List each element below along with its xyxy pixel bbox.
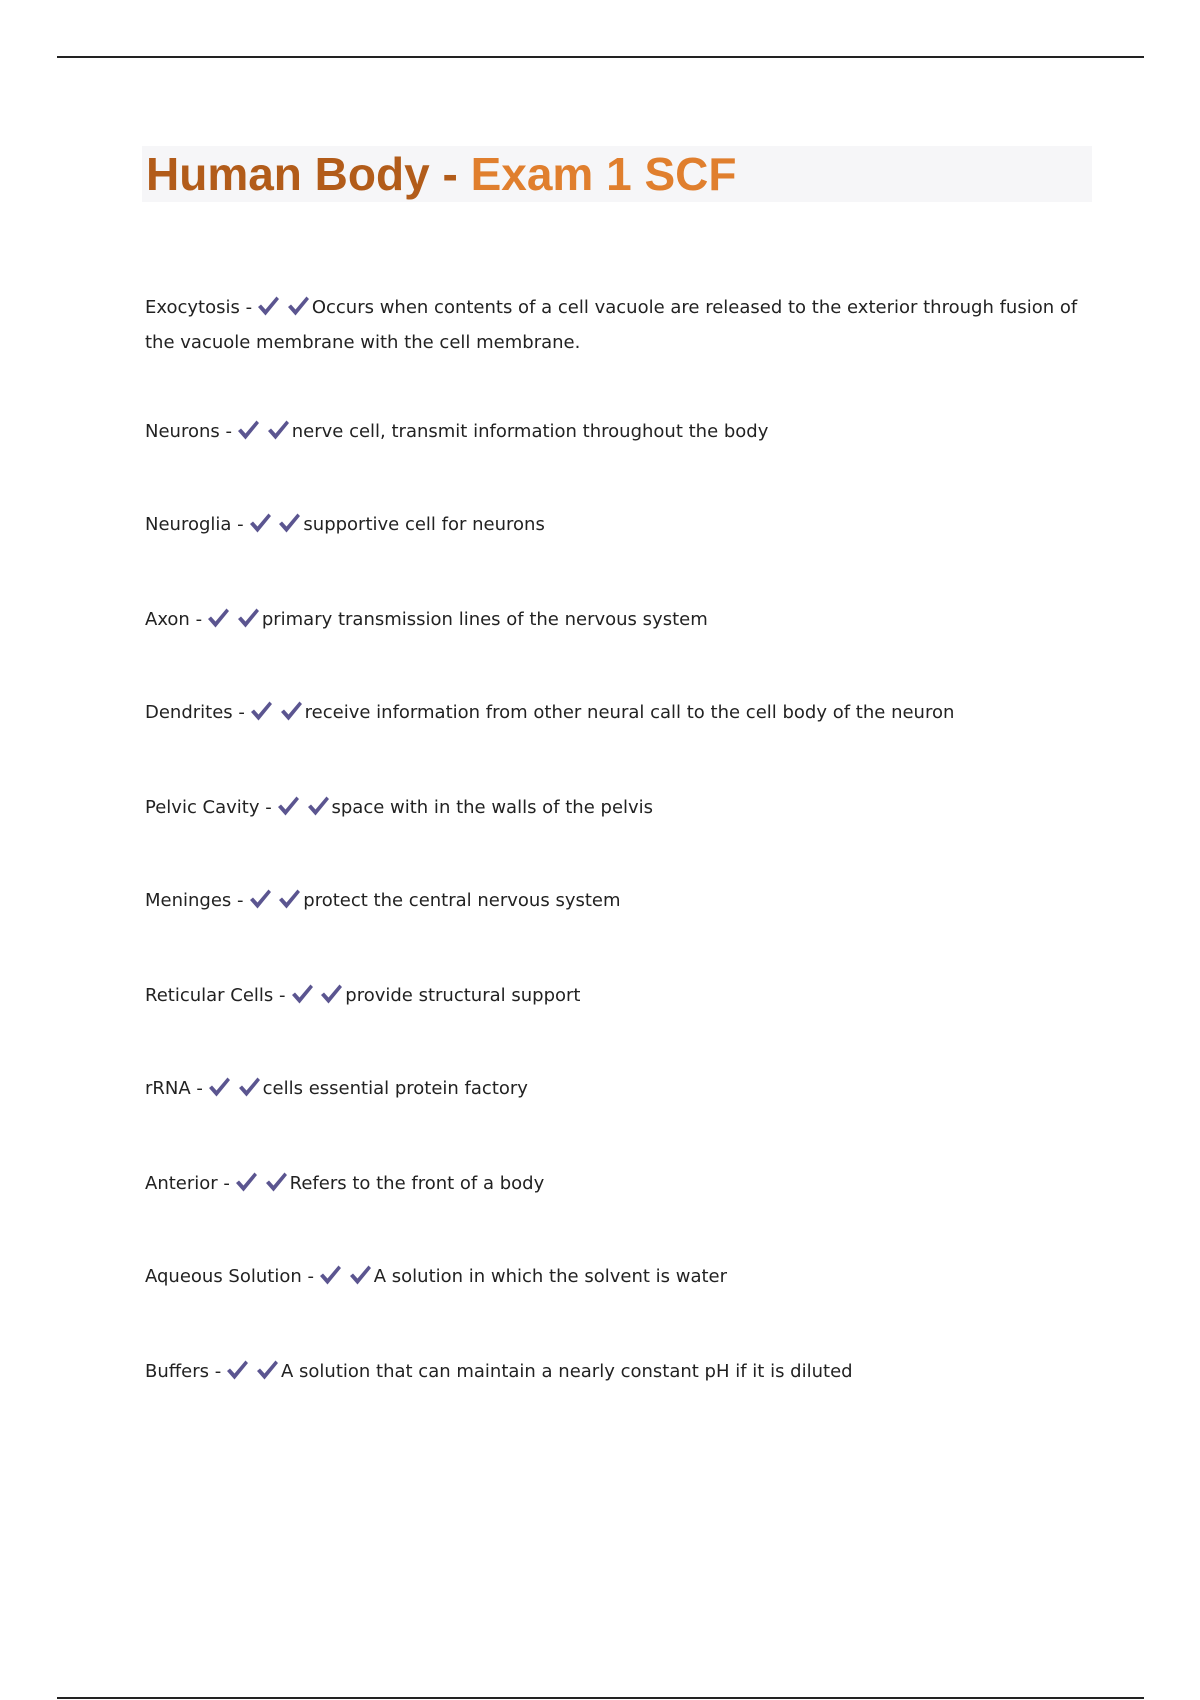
double-check-icons bbox=[249, 700, 303, 732]
entry-term: Reticular Cells bbox=[145, 985, 274, 1006]
entry-definition: Refers to the front of a body bbox=[289, 1173, 545, 1194]
checkmark-icon bbox=[290, 983, 314, 1005]
flashcard-entry bbox=[145, 885, 1085, 920]
flashcard-entry bbox=[145, 697, 1085, 732]
checkmark-icon bbox=[279, 700, 303, 722]
checkmark-icon bbox=[207, 1076, 231, 1098]
entry-term: Neuroglia bbox=[145, 514, 232, 535]
checkmark-icon bbox=[236, 607, 260, 629]
checkmark-icon bbox=[237, 1076, 261, 1098]
entry-separator: - bbox=[223, 1173, 230, 1194]
entry-term: Buffers bbox=[145, 1361, 210, 1382]
entry-definition: receive information from other neural call to the cell body of the neuron bbox=[304, 702, 955, 723]
flashcard-entry bbox=[145, 980, 1085, 1015]
entry-separator: - bbox=[245, 297, 253, 318]
page-title bbox=[146, 146, 736, 202]
entry-separator: - bbox=[214, 1361, 222, 1382]
double-check-icons bbox=[276, 795, 330, 827]
entry-definition: supportive cell for neurons bbox=[303, 514, 545, 535]
entry-term: rRNA bbox=[145, 1078, 191, 1099]
flashcard-entry bbox=[145, 1356, 1085, 1391]
entry-definition: Occurs when contents of a cell vacuole are released to the exterior through fusion of the vacuole membrane with the cell membrane. bbox=[145, 297, 1078, 353]
bottom-rule bbox=[57, 1697, 1144, 1699]
double-check-icons bbox=[290, 983, 344, 1015]
double-check-icons bbox=[206, 607, 260, 639]
flashcard-entry bbox=[145, 416, 1085, 451]
entry-definition: protect the central nervous system bbox=[303, 890, 621, 911]
checkmark-icon bbox=[256, 295, 280, 317]
entry-separator: - bbox=[237, 890, 244, 911]
title-part-1: Human Body - bbox=[146, 148, 471, 200]
entry-definition: cells essential protein factory bbox=[262, 1078, 528, 1099]
entry-separator: - bbox=[238, 702, 245, 723]
double-check-icons bbox=[225, 1359, 279, 1391]
entry-definition: A solution that can maintain a nearly constant pH if it is diluted bbox=[280, 1361, 853, 1382]
checkmark-icon bbox=[277, 888, 301, 910]
flashcard-entry bbox=[145, 604, 1085, 639]
entry-separator: - bbox=[196, 1078, 203, 1099]
checkmark-icon bbox=[264, 1171, 288, 1193]
entry-term: Aqueous Solution bbox=[145, 1266, 302, 1287]
double-check-icons bbox=[234, 1171, 288, 1203]
double-check-icons bbox=[207, 1076, 261, 1108]
entry-term: Anterior bbox=[145, 1173, 218, 1194]
flashcard-entry bbox=[145, 1168, 1085, 1203]
entry-definition: nerve cell, transmit information throughout the body bbox=[291, 421, 769, 442]
entry-separator: - bbox=[307, 1266, 314, 1287]
entry-definition: provide structural support bbox=[345, 985, 581, 1006]
checkmark-icon bbox=[277, 512, 301, 534]
entry-separator: - bbox=[237, 514, 244, 535]
flashcard-entry bbox=[145, 1073, 1085, 1108]
checkmark-icon bbox=[266, 419, 290, 441]
checkmark-icon bbox=[206, 607, 230, 629]
checkmark-icon bbox=[306, 795, 330, 817]
top-rule bbox=[57, 56, 1144, 58]
checkmark-icon bbox=[255, 1359, 279, 1381]
checkmark-icon bbox=[318, 1264, 342, 1286]
double-check-icons bbox=[256, 295, 310, 327]
entry-term: Pelvic Cavity bbox=[145, 797, 260, 818]
checkmark-icon bbox=[249, 700, 273, 722]
entry-definition: primary transmission lines of the nervous system bbox=[261, 609, 708, 630]
flashcard-entry bbox=[145, 292, 1085, 358]
entry-definition: A solution in which the solvent is water bbox=[373, 1266, 728, 1287]
double-check-icons bbox=[248, 512, 302, 544]
checkmark-icon bbox=[319, 983, 343, 1005]
checkmark-icon bbox=[286, 295, 310, 317]
checkmark-icon bbox=[248, 888, 272, 910]
title-part-2: Exam 1 SCF bbox=[470, 148, 737, 200]
flashcard-entry bbox=[145, 509, 1085, 544]
double-check-icons bbox=[318, 1264, 372, 1296]
checkmark-icon bbox=[276, 795, 300, 817]
flashcard-entry bbox=[145, 1261, 1085, 1296]
entry-term: Neurons bbox=[145, 421, 220, 442]
entry-term: Exocytosis bbox=[145, 297, 240, 318]
checkmark-icon bbox=[234, 1171, 258, 1193]
entry-separator: - bbox=[195, 609, 203, 630]
entry-separator: - bbox=[225, 421, 232, 442]
double-check-icons bbox=[236, 419, 290, 451]
checkmark-icon bbox=[248, 512, 272, 534]
flashcard-entry bbox=[145, 792, 1085, 827]
entry-definition: space with in the walls of the pelvis bbox=[331, 797, 654, 818]
entry-term: Meninges bbox=[145, 890, 232, 911]
entry-separator: - bbox=[279, 985, 286, 1006]
checkmark-icon bbox=[225, 1359, 249, 1381]
entry-term: Dendrites bbox=[145, 702, 233, 723]
checkmark-icon bbox=[348, 1264, 372, 1286]
entry-term: Axon bbox=[145, 609, 190, 630]
checkmark-icon bbox=[236, 419, 260, 441]
double-check-icons bbox=[248, 888, 302, 920]
entry-separator: - bbox=[265, 797, 272, 818]
